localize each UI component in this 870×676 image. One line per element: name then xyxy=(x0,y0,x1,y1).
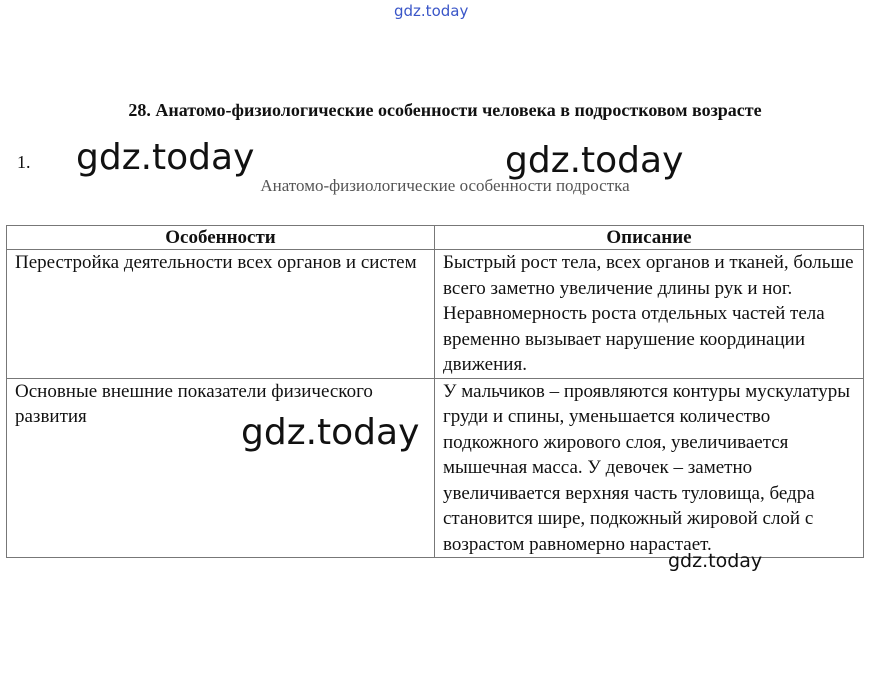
page-title: 28. Анатомо-физиологические особенности человека в подростковом возрасте xyxy=(128,100,762,120)
feature-cell: Перестройка деятельности всех органов и систем xyxy=(7,250,435,379)
item-number: 1. xyxy=(17,152,31,172)
watermark: gdz.today xyxy=(76,137,255,178)
table-header-row xyxy=(7,226,864,250)
table-caption: Анатомо-физиологические особенности подростка xyxy=(260,176,630,195)
watermark-top: gdz.today xyxy=(394,2,469,20)
column-header-description: Описание xyxy=(435,226,864,250)
table-row xyxy=(7,250,864,379)
watermark: gdz.today xyxy=(505,140,684,181)
watermark: gdz.today xyxy=(668,550,763,572)
column-header-features: Особенности xyxy=(7,226,435,250)
features-table xyxy=(6,225,864,558)
description-cell: Быстрый рост тела, всех органов и тканей, больше всего заметно увеличение длины рук и ног. Неравномерность роста отдельных частей тела временно вызывает нарушение координации движения. xyxy=(435,250,864,379)
description-cell: У мальчиков – проявляются контуры мускулатуры груди и спины, уменьшается количество подкожного жирового слоя, увеличивается мышечная масса. У девочек – заметно увеличивается верхняя часть туловища, бедра становится шире, подкожный жировой слой с возрастом равномерно нарастает. xyxy=(435,378,864,558)
table-row xyxy=(7,378,864,558)
feature-cell: Основные внешние показатели физического развития xyxy=(7,378,435,558)
watermark: gdz.today xyxy=(241,412,420,453)
